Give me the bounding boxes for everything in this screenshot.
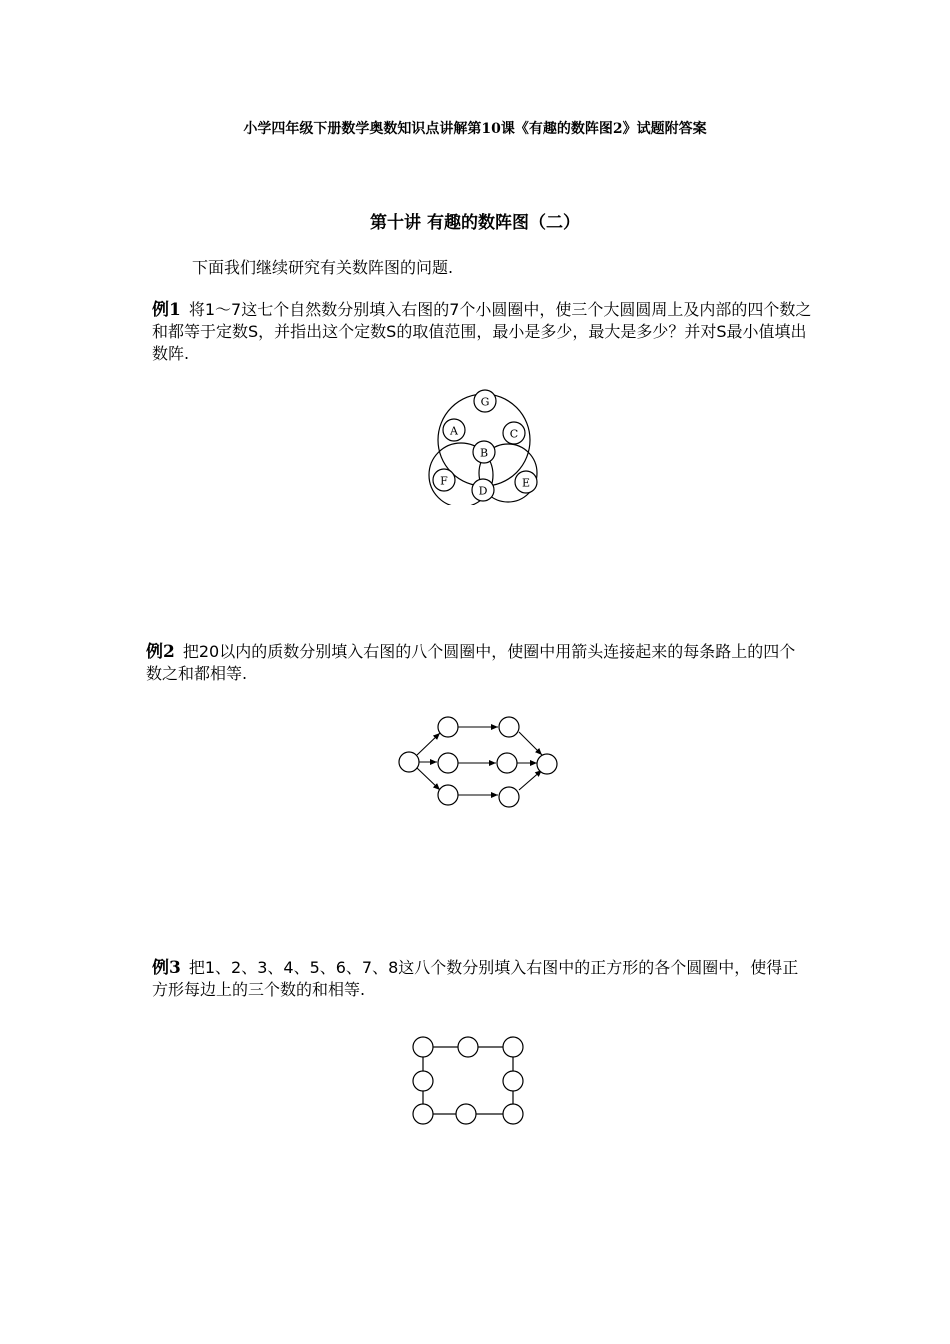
square-node-left-middle bbox=[413, 1071, 433, 1091]
problem-1-text: 将1～7这七个自然数分别填入右图的7个小圆圈中，使三个大圆圆周上及内部的四个数之和都等于定数S，并指出这个定数S的取值范围，最小是多少，最大是多少？并对S最小值填出数阵. bbox=[152, 300, 812, 363]
path-node-top-2 bbox=[499, 717, 519, 737]
square-node-bottom-middle bbox=[456, 1104, 476, 1124]
square-node-bottom-left bbox=[413, 1104, 433, 1124]
path-node-end bbox=[537, 754, 557, 774]
diagram-3-square bbox=[405, 1030, 530, 1130]
intro-paragraph: 下面我们继续研究有关数阵图的问题. bbox=[192, 258, 454, 277]
arrow-start-to-top bbox=[417, 733, 440, 755]
node-label-g: G bbox=[480, 395, 490, 409]
problem-2 bbox=[146, 641, 806, 685]
diagram-1-three-circles bbox=[420, 380, 550, 505]
path-node-top-1 bbox=[438, 717, 458, 737]
problem-1 bbox=[152, 299, 812, 365]
square-node-top-middle bbox=[458, 1037, 478, 1057]
square-node-bottom-right bbox=[503, 1104, 523, 1124]
path-node-bottom-1 bbox=[438, 785, 458, 805]
path-node-bottom-2 bbox=[499, 787, 519, 807]
path-node-start bbox=[399, 752, 419, 772]
document-title: 小学四年级下册数学奥数知识点讲解第10课《有趣的数阵图2》试题附答案 bbox=[243, 121, 707, 137]
problem-3-label: 例3 bbox=[152, 958, 181, 978]
arrow-start-to-bottom bbox=[417, 768, 440, 790]
node-label-a: A bbox=[450, 424, 458, 438]
path-node-middle-1 bbox=[438, 753, 458, 773]
path-node-middle-2 bbox=[497, 753, 517, 773]
problem-1-label: 例1 bbox=[152, 300, 181, 320]
node-label-c: C bbox=[509, 427, 519, 441]
lecture-title: 第十讲 有趣的数阵图（二） bbox=[370, 213, 580, 233]
arrow-bottom-to-end bbox=[519, 770, 542, 790]
problem-3-text: 把1、2、3、4、5、6、7、8这八个数分别填入右图中的正方形的各个圆圈中，使得正方形每边上的三个数的和相等. bbox=[152, 958, 799, 999]
square-node-top-left bbox=[413, 1037, 433, 1057]
node-label-f: F bbox=[440, 474, 448, 488]
square-node-right-middle bbox=[503, 1071, 523, 1091]
problem-3 bbox=[152, 957, 812, 1001]
square-node-top-right bbox=[503, 1037, 523, 1057]
arrow-top-to-end bbox=[519, 732, 542, 755]
node-label-e: E bbox=[521, 476, 531, 490]
node-label-d: D bbox=[478, 484, 488, 498]
problem-2-label: 例2 bbox=[146, 642, 175, 662]
node-label-b: B bbox=[479, 446, 489, 460]
diagram-2-arrow-paths bbox=[390, 710, 570, 810]
problem-2-text: 把20以内的质数分别填入右图的八个圆圈中，使圈中用箭头连接起来的每条路上的四个数之和都相等. bbox=[146, 642, 796, 683]
